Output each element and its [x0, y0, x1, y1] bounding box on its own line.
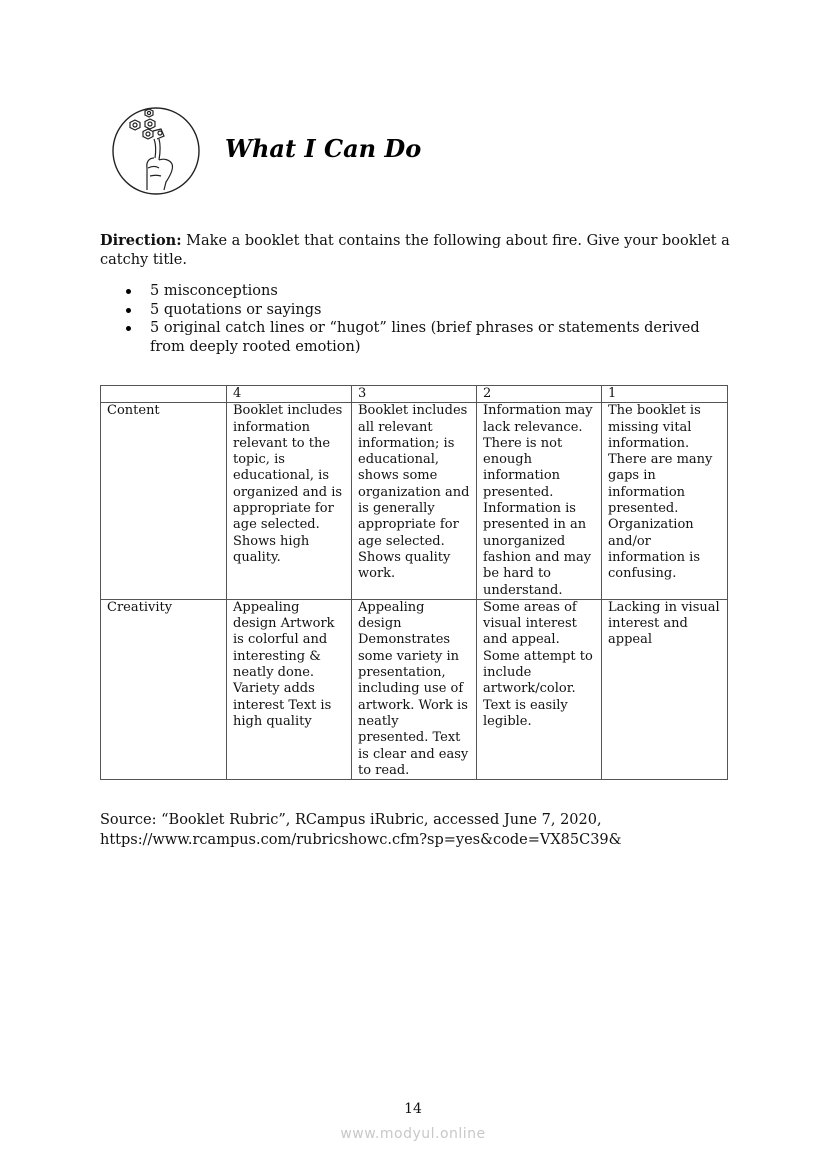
bullet-icon	[126, 289, 131, 294]
criterion-cell: Content	[101, 403, 227, 600]
table-row	[101, 599, 728, 779]
hand-with-molecules-icon	[112, 106, 200, 196]
table-cell: Lacking in visual interest and appeal	[602, 599, 728, 779]
list-item: 5 misconceptions	[100, 282, 720, 301]
header-cell: 2	[477, 386, 602, 403]
table-cell: Some areas of visual interest and appeal. Some attempt to include artwork/color. Text is easily legible.	[477, 599, 602, 779]
bullet-icon	[126, 326, 131, 331]
table-cell: The booklet is missing vital information. There are many gaps in information presented. Organization and/or information is confusing.	[602, 403, 728, 600]
bullet-icon	[126, 308, 131, 313]
source-citation	[100, 811, 740, 850]
list-item: 5 quotations or sayings	[100, 301, 720, 320]
source-line: Source: “Booklet Rubric”, RCampus iRubric, accessed June 7, 2020,	[100, 812, 602, 828]
direction-label: Direction:	[100, 232, 182, 249]
source-url: https://www.rcampus.com/rubricshowc.cfm?sp=yes&code=VX85C39&	[100, 831, 622, 848]
rubric-table	[100, 385, 728, 780]
header-cell: 1	[602, 386, 728, 403]
watermark: www.modyul.online	[340, 1126, 486, 1142]
header-cell	[101, 386, 227, 403]
direction-paragraph	[100, 231, 732, 270]
list-item: 5 original catch lines or “hugot” lines (brief phrases or statements derived from deeply rooted emotion)	[100, 319, 720, 356]
header-cell: 4	[227, 386, 352, 403]
table-cell: Appealing design Artwork is colorful and interesting & neatly done. Variety adds interest Text is high quality	[227, 599, 352, 779]
page-title: What I Can Do	[225, 134, 422, 163]
table-header-row	[101, 386, 728, 403]
table-row	[101, 403, 728, 600]
direction-text: Make a booklet that contains the following about fire. Give your booklet a catchy title.	[100, 233, 730, 268]
table-cell: Information may lack relevance. There is not enough information presented. Information is presented in an unorganized fashion and may be hard to understand.	[477, 403, 602, 600]
requirements-list	[100, 282, 720, 356]
header-cell: 3	[352, 386, 477, 403]
page-number: 14	[404, 1101, 422, 1117]
table-cell: Appealing design Demonstrates some variety in presentation, including use of artwork. Work is neatly presented. Text is clear and easy to read.	[352, 599, 477, 779]
criterion-cell: Creativity	[101, 599, 227, 779]
table-cell: Booklet includes all relevant information; is educational, shows some organization and is generally appropriate for age selected. Shows quality work.	[352, 403, 477, 600]
table-cell: Booklet includes information relevant to the topic, is educational, is organized and is appropriate for age selected. Shows high quality.	[227, 403, 352, 600]
